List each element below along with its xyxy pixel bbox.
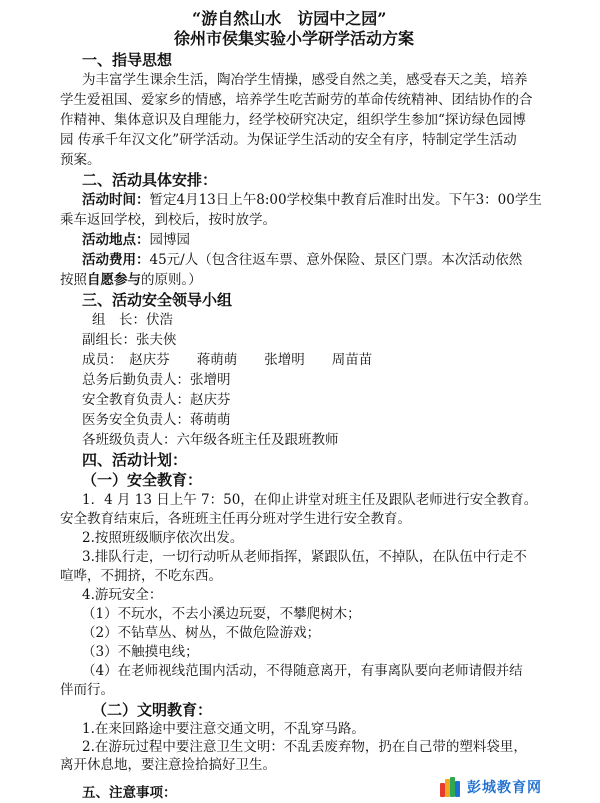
activity-time xyxy=(82,191,542,209)
class-leads: 各班级负责人：六年级各班主任及跟班教师 xyxy=(82,432,339,448)
safety-item: （2）不钻草丛、树丛，不做危险游戏； xyxy=(82,625,321,641)
civility-item: 2.在游玩过程中要注意卫生文明：不乱丢废弃物，扔在自己带的塑料袋里， xyxy=(82,739,527,755)
safety-item: （4）在老师视线范围内活动，不得随意离开，有事离队要向老师请假并结 xyxy=(82,663,523,679)
safety-item: 喧哗，不拥挤，不吃东西。 xyxy=(60,568,222,584)
section-5-heading: 五、注意事项： xyxy=(82,785,177,801)
section-4-heading: 四、活动计划： xyxy=(82,451,188,469)
paragraph-line: 学生爱祖国、爱家乡的情感，培养学生吃苦耐劳的革命传统精神、团结协作的合 xyxy=(60,92,533,108)
activity-time-text: 暂定4月13日上午8:00学校集中教育后准时出发。下午3：00学生 xyxy=(149,192,542,208)
safety-item: 安全教育结束后，各班班主任再分班对学生进行安全教育。 xyxy=(60,511,411,527)
site-watermark xyxy=(440,774,580,800)
voluntary-emphasis: 自愿参与 xyxy=(87,272,141,288)
section-2-heading: 二、活动具体安排： xyxy=(82,171,218,189)
section-1-heading: 一、指导思想 xyxy=(82,51,173,69)
civility-item: 离开休息地，要注意捡拾搞好卫生。 xyxy=(60,757,276,773)
safety-item: 2.按照班级顺序依次出发。 xyxy=(82,530,244,546)
watermark-text: 彭城教育网 xyxy=(467,780,542,796)
section-3-heading: 三、活动安全领导小组 xyxy=(82,291,233,309)
team-members: 成员： 赵庆芬 蒋萌萌 张增明 周苗苗 xyxy=(82,352,373,368)
activity-place-label: 活动地点： xyxy=(82,232,150,248)
team-leader: 组 长：伏浩 xyxy=(92,312,173,328)
paragraph-line: 作精神、集体意识及自理能力，经学校研究决定，组织学生参加“探访绿色园博 xyxy=(60,112,526,128)
doc-title-line1: “游自然山水 访园中之园” xyxy=(192,9,387,28)
activity-fee-note: 按照自愿参与的原则。） xyxy=(60,272,202,288)
doc-title-line2: 徐州市侯集实验小学研学活动方案 xyxy=(174,29,415,48)
subsection-safety-heading: （一）安全教育： xyxy=(82,471,203,489)
activity-time-label: 活动时间： xyxy=(82,192,150,208)
safety-item: 4.游玩安全： xyxy=(82,587,163,603)
book-spine xyxy=(455,781,460,797)
team-vice-leader: 副组长：张夫俠 xyxy=(82,332,177,348)
civility-item: 1.在来回路途中要注意交通文明，不乱穿马路。 xyxy=(82,721,365,737)
activity-fee-text: 45元/人（包含往返车票、意外保险、景区门票。本次活动依然 xyxy=(149,252,523,268)
activity-place-text: 园博园 xyxy=(149,232,190,248)
safety-item: （1）不玩水，不去小溪边玩耍，不攀爬树木； xyxy=(82,606,361,622)
activity-fee xyxy=(82,251,522,269)
books-logo-icon xyxy=(440,777,462,797)
safety-item: （3）不触摸电线； xyxy=(82,644,199,660)
medical-lead: 医务安全负责人：蒋萌萌 xyxy=(82,412,231,428)
subsection-civility-heading: （二）文明教育： xyxy=(92,701,213,719)
paragraph-line: 预案。 xyxy=(60,152,101,168)
paragraph-line: 为丰富学生课余生活，陶冶学生情操，感受自然之美，感受春天之美，培养 xyxy=(82,72,528,88)
safety-item: 3.排队行走，一切行动听从老师指挥，紧跟队伍，不掉队，在队伍中行走不 xyxy=(82,549,527,565)
activity-fee-label: 活动费用： xyxy=(82,252,150,268)
safety-item: 1．4 月 13 日上午 7：50，在仰止讲堂对班主任及跟队老师进行安全教育。 xyxy=(82,492,538,508)
paragraph-line: 乘车返回学校，到校后，按时放学。 xyxy=(60,212,276,228)
logistics-lead: 总务后勤负责人：张增明 xyxy=(82,372,231,388)
safety-item: 伴而行。 xyxy=(60,682,114,698)
safety-lead: 安全教育负责人：赵庆芬 xyxy=(82,392,231,408)
activity-place xyxy=(82,231,190,249)
paragraph-line: 园 传承千年汉文化”研学活动。为保证学生活动的安全有序，特制定学生活动 xyxy=(60,132,517,148)
